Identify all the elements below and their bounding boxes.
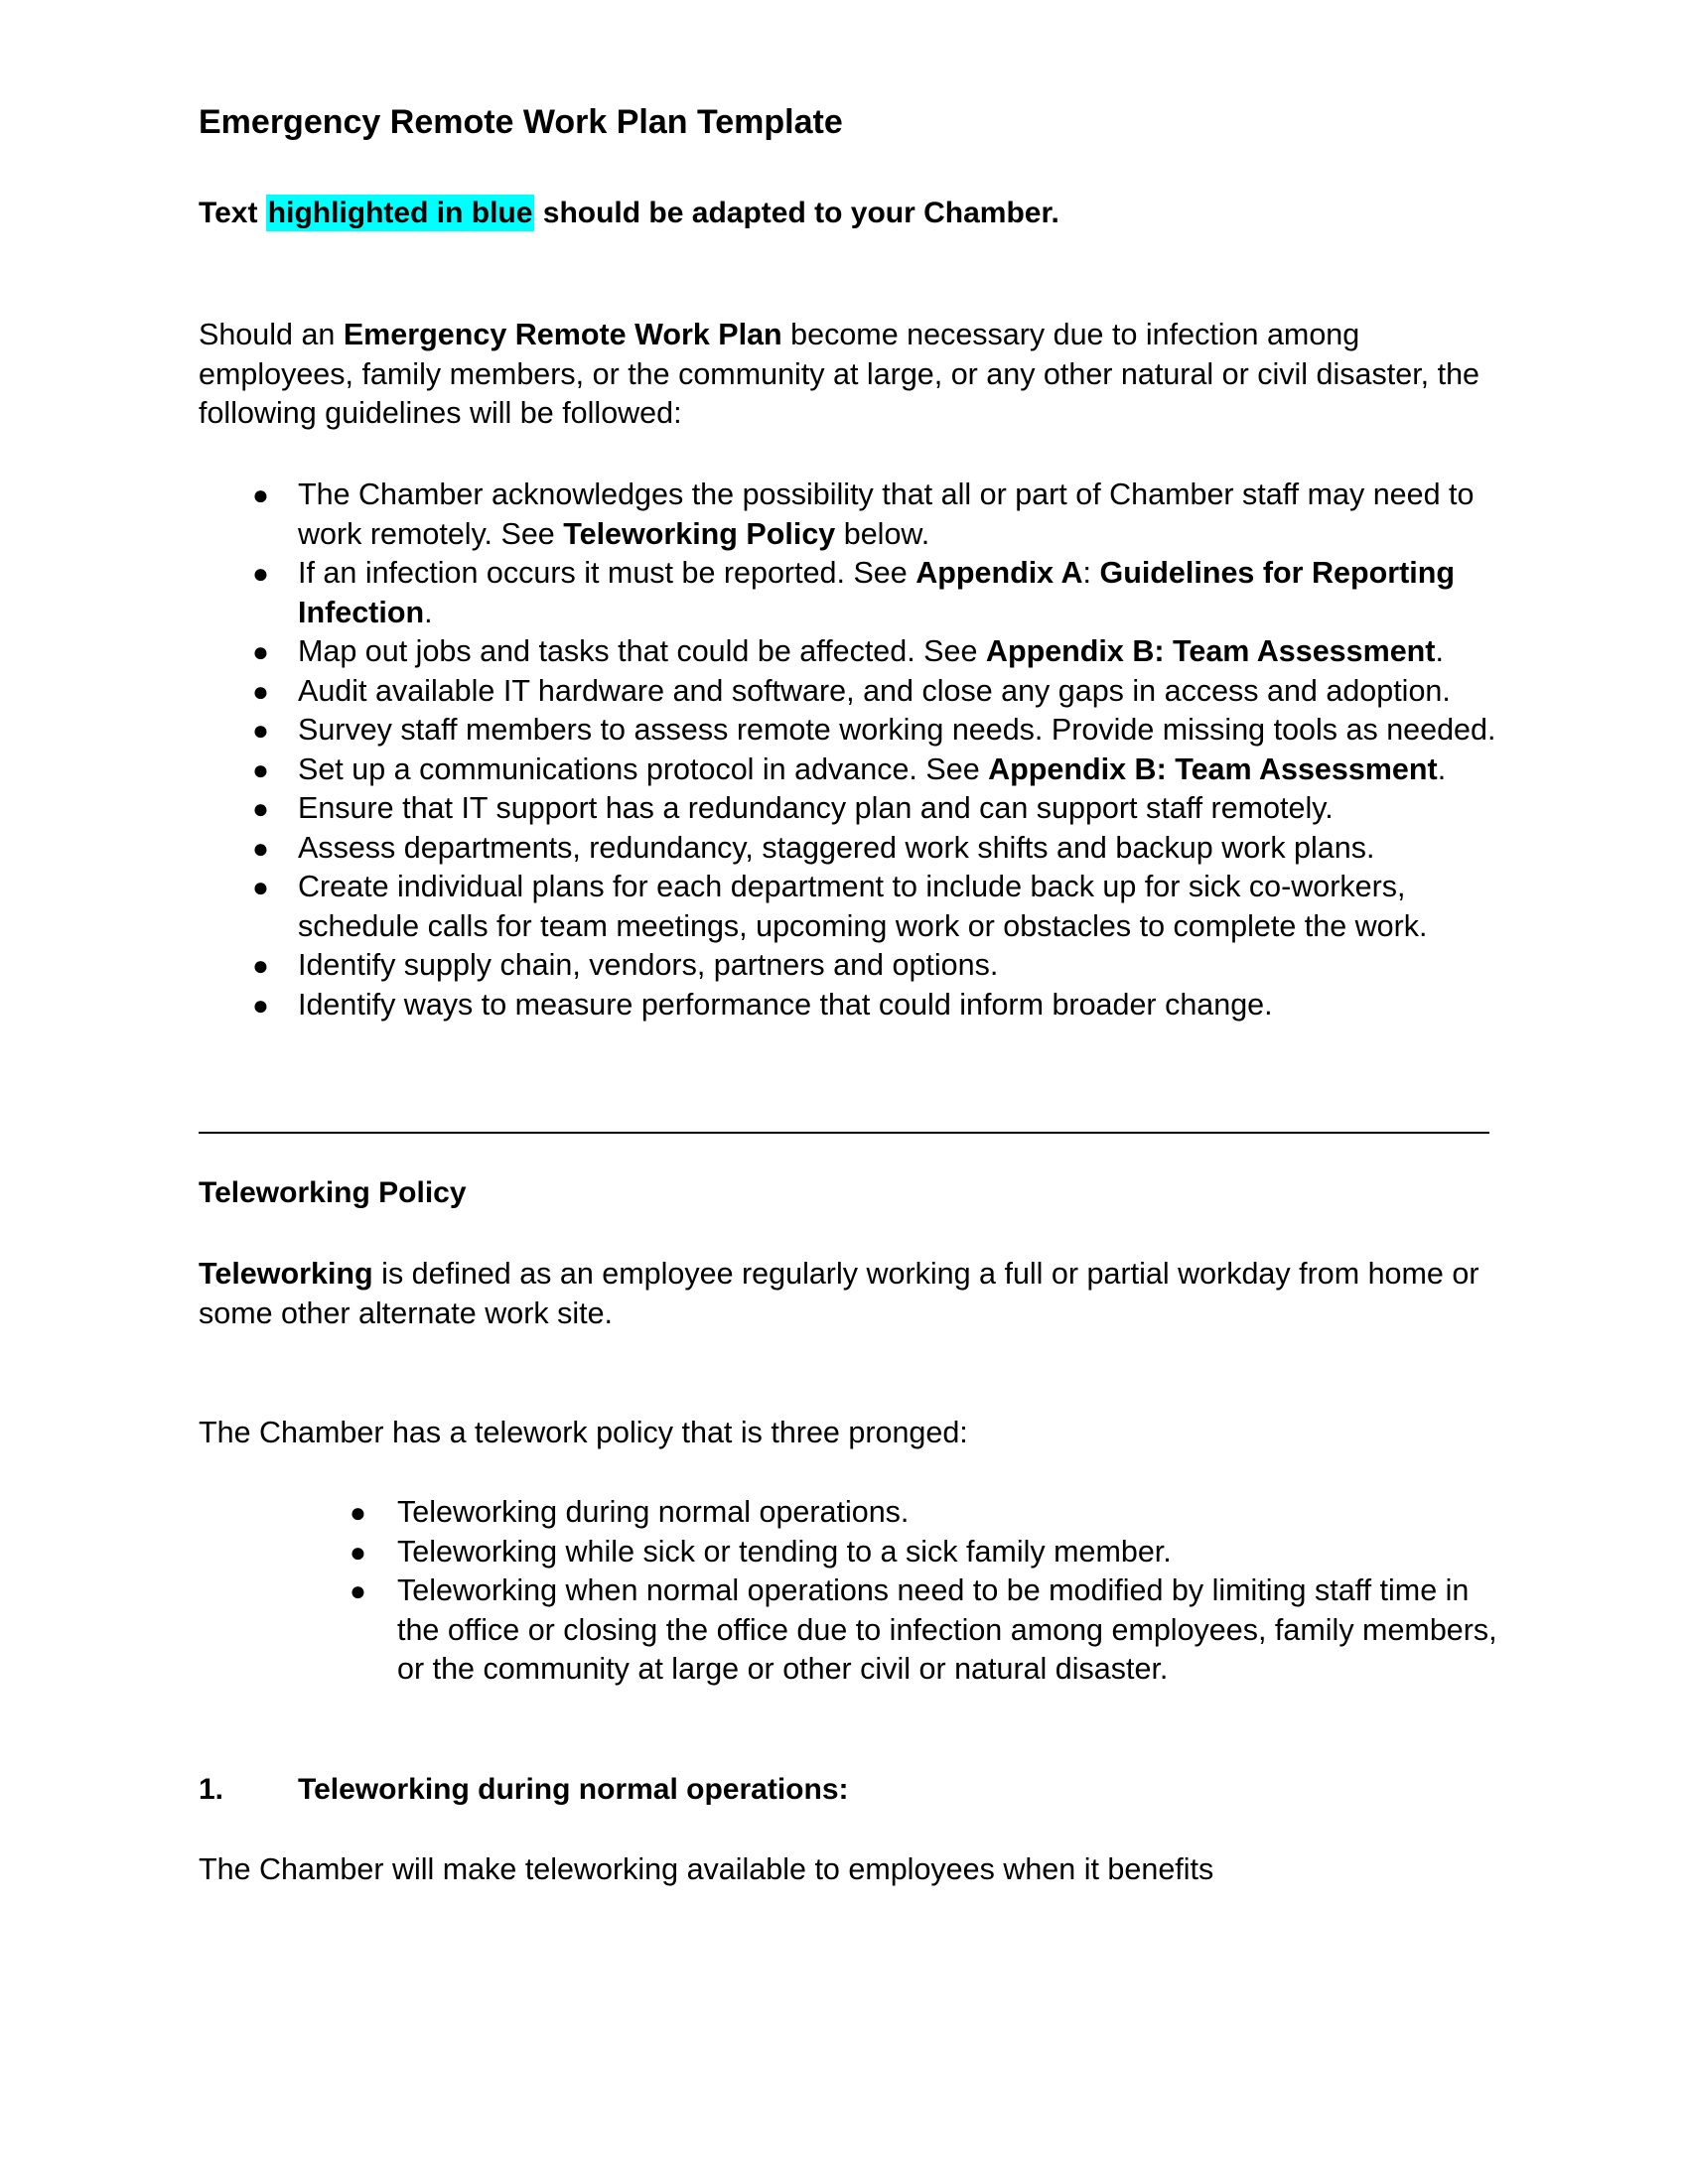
guideline-item: ● Survey staff members to assess remote working needs. Provide missing tools as needed. — [199, 711, 1509, 751]
note-text-start: Text — [199, 197, 266, 229]
bullet-icon: ● — [252, 675, 269, 707]
prong-item: ● Teleworking during normal operations. — [199, 1493, 1509, 1533]
intro-bold: Emergency Remote Work Plan — [343, 318, 782, 351]
guidelines-list — [199, 476, 1509, 1024]
bullet-icon: ● — [350, 1536, 366, 1568]
prong-intro: The Chamber has a telework policy that is three pronged: — [199, 1416, 968, 1449]
bullet-icon: ● — [252, 872, 269, 902]
bullet-icon: ● — [252, 753, 269, 785]
section-heading: Teleworking Policy — [199, 1176, 467, 1209]
section-title: Teleworking during normal operations: — [298, 1773, 849, 1806]
bullet-icon: ● — [350, 1497, 366, 1528]
guideline-item: ● Create individual plans for each department to include back up for sick co-workers, schedule calls for team meetings, upcoming work or obstacles to complete the work. — [252, 870, 1428, 943]
horizontal-rule — [199, 1132, 1489, 1134]
guideline-item: ● If an infection occurs it must be reported. See Appendix A: Guidelines for Reporting Infection. — [252, 556, 1456, 629]
guideline-item: ● Audit available IT hardware and software, and close any gaps in access and adoption. — [199, 672, 1509, 712]
bullet-icon: ● — [252, 636, 269, 667]
bullet-icon: ● — [252, 832, 269, 864]
adaptation-note — [199, 197, 1059, 230]
guideline-item: ● Assess departments, redundancy, staggered work shifts and backup work plans. — [199, 829, 1509, 869]
intro-text-start: Should an — [199, 318, 344, 351]
guideline-item: ● The Chamber acknowledges the possibility that all or part of Chamber staff may need to work remotely. See Teleworking Policy below. — [252, 478, 1475, 551]
section-paragraph: The Chamber will make teleworking available to employees when it benefits — [199, 1852, 1214, 1886]
prong-item: ● Teleworking when normal operations need to be modified by limiting staff time in the office or closing the office due to infection among employees, family members, or the community at large or other civil or natural disaster. — [350, 1573, 1497, 1686]
numbered-heading — [199, 1773, 849, 1807]
document-title: Emergency Remote Work Plan Template — [199, 103, 843, 141]
intro-paragraph — [199, 316, 1489, 434]
bullet-icon: ● — [252, 950, 269, 981]
bullet-icon: ● — [252, 715, 269, 746]
guideline-item: ● Identify ways to measure performance that could inform broader change. — [199, 986, 1509, 1025]
definition-text: is defined as an employee regularly working a full or partial workday from home or some other alternate work site. — [199, 1257, 1479, 1330]
note-highlight: highlighted in blue — [267, 197, 533, 229]
guideline-item: ● Ensure that IT support has a redundancy plan and can support staff remotely. — [199, 789, 1509, 829]
bullet-icon: ● — [350, 1575, 366, 1606]
bullet-icon: ● — [252, 793, 269, 824]
guideline-item: ● Set up a communications protocol in advance. See Appendix B: Team Assessment. — [199, 751, 1509, 790]
bullet-icon: ● — [252, 479, 269, 510]
guideline-item: ● Identify supply chain, vendors, partners and options. — [199, 946, 1509, 986]
prong-item: ● Teleworking while sick or tending to a sick family member. — [199, 1533, 1509, 1572]
guideline-item: ● Map out jobs and tasks that could be affected. See Appendix B: Team Assessment. — [199, 632, 1509, 672]
prongs-list — [199, 1493, 1509, 1690]
bullet-icon: ● — [252, 989, 269, 1021]
definition-term: Teleworking — [199, 1257, 373, 1291]
intro-text-end: become necessary due to infection among employees, family members, or the community at large, or any other natural or civil disaster, the following guidelines will be followed: — [199, 318, 1480, 430]
note-text-end: should be adapted to your Chamber. — [534, 197, 1059, 229]
bullet-icon: ● — [252, 558, 269, 589]
section-number: 1. — [199, 1773, 224, 1806]
definition-paragraph — [199, 1255, 1489, 1333]
